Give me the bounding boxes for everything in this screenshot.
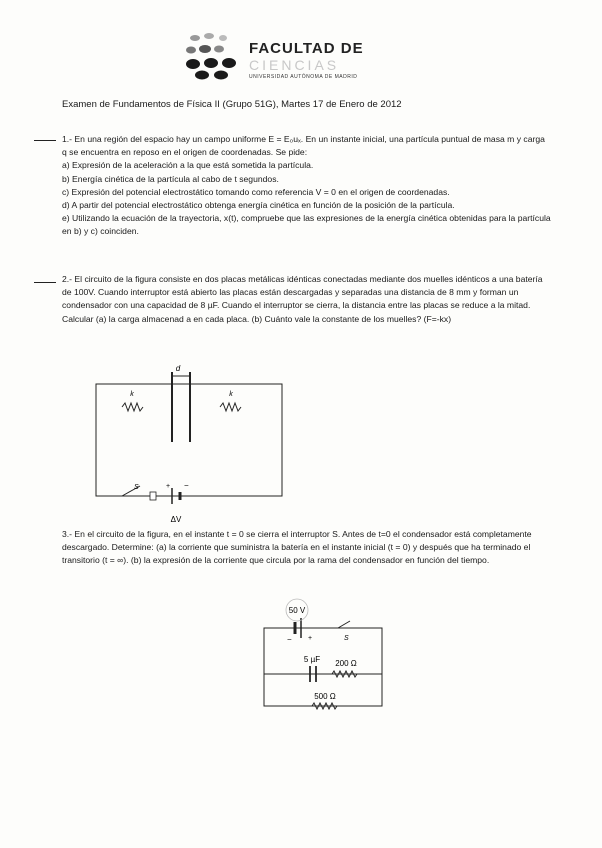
figure-rc-circuit xyxy=(252,596,392,716)
problem-1-item-e: e) Utilizando la ecuación de la trayectoria, x(t), compruebe que las expresiones de la energía cinética obtenidas para la partícula en b) y c) coinciden. xyxy=(62,213,551,237)
exam-header: Examen de Fundamentos de Física II (Grupo 51G), Martes 17 de Enero de 2012 xyxy=(62,99,402,110)
rc-label-resistor-500: 500 Ω xyxy=(314,692,336,701)
spring-right-icon xyxy=(220,403,241,411)
label-k-left: k xyxy=(130,391,134,398)
label-d: d xyxy=(175,364,181,373)
rc-label-switch: S xyxy=(344,635,349,642)
spring-left-icon xyxy=(122,403,143,411)
rc-label-resistor-200: 200 Ω xyxy=(335,659,357,668)
rc-label-capacitor: 5 µF xyxy=(303,655,321,664)
logo-subtitle: CIENCIAS xyxy=(249,57,340,73)
problem-1-item-d: d) A partir del potencial electrostático obtenga energía cinética en función de la posición de la partícula. xyxy=(62,200,455,211)
figure-capacitor-springs xyxy=(92,362,288,530)
label-plus: + xyxy=(166,483,171,490)
logo-dots-icon xyxy=(183,30,245,80)
problem-3-text: 3.- En el circuito de la figura, en el instante t = 0 se cierra el interruptor S. Antes de t=0 el condensador está completamente descargado. Determine: (a) la corriente que suministra la batería en el instante inicial (t = 0) y después que ha terminado el transitorio (t = ∞). (b) la expresión de la corriente que circula por la rama del condensador en función del tiempo. xyxy=(62,529,532,566)
margin-mark-1 xyxy=(34,140,56,141)
problem-1 xyxy=(62,133,552,239)
label-switch-s: S xyxy=(134,484,139,491)
problem-3 xyxy=(62,528,552,568)
problem-1-intro: 1.- En una región del espacio hay un campo uniforme E = E₀uₓ. En un instante inicial, una partícula puntual de masa m y carga q se encuentra en reposo en el origen de coordenadas. Se pide: xyxy=(62,134,545,158)
rc-switch-icon xyxy=(338,621,350,628)
label-minus: − xyxy=(184,481,189,490)
rc-label-minus: − xyxy=(287,635,292,644)
faculty-logo xyxy=(183,30,383,85)
problem-2 xyxy=(62,273,552,326)
margin-mark-2 xyxy=(34,282,56,283)
label-k-right: k xyxy=(229,391,233,398)
switch-contact-icon xyxy=(150,492,156,500)
logo-university: UNIVERSIDAD AUTÓNOMA DE MADRID xyxy=(249,74,358,80)
problem-1-item-c: c) Expresión del potencial electrostático tomando como referencia V = 0 en el origen de coordenadas. xyxy=(62,186,450,197)
problem-1-item-a: a) Expresión de la aceleración a la que está sometida la partícula. xyxy=(62,160,314,171)
rc-label-battery: 50 V xyxy=(288,606,306,615)
rc-resistor-500-icon xyxy=(312,703,337,709)
problem-1-item-b: b) Energía cinética de la partícula al cabo de t segundos. xyxy=(62,173,279,184)
logo-title: FACULTAD DE xyxy=(249,40,364,57)
rc-resistor-200-icon xyxy=(332,671,357,677)
label-delta-v: ΔV xyxy=(170,515,182,524)
problem-2-text: 2.- El circuito de la figura consiste en dos placas metálicas idénticas conectadas mediante dos muelles idénticos a una batería de 100V. Cuando interruptor está abierto las placas están descargadas y separadas una distancia de 8 mm y forman un condensador con una capacidad de 8 µF. Cuando el interruptor se cierra, la distancia entre las placas se reduce a la mitad. Calcular (a) la carga almacenad a en cada placa. (b) Cuánto vale la constante de los muelles? (F=-kx) xyxy=(62,274,543,324)
rc-label-plus: + xyxy=(308,635,313,642)
